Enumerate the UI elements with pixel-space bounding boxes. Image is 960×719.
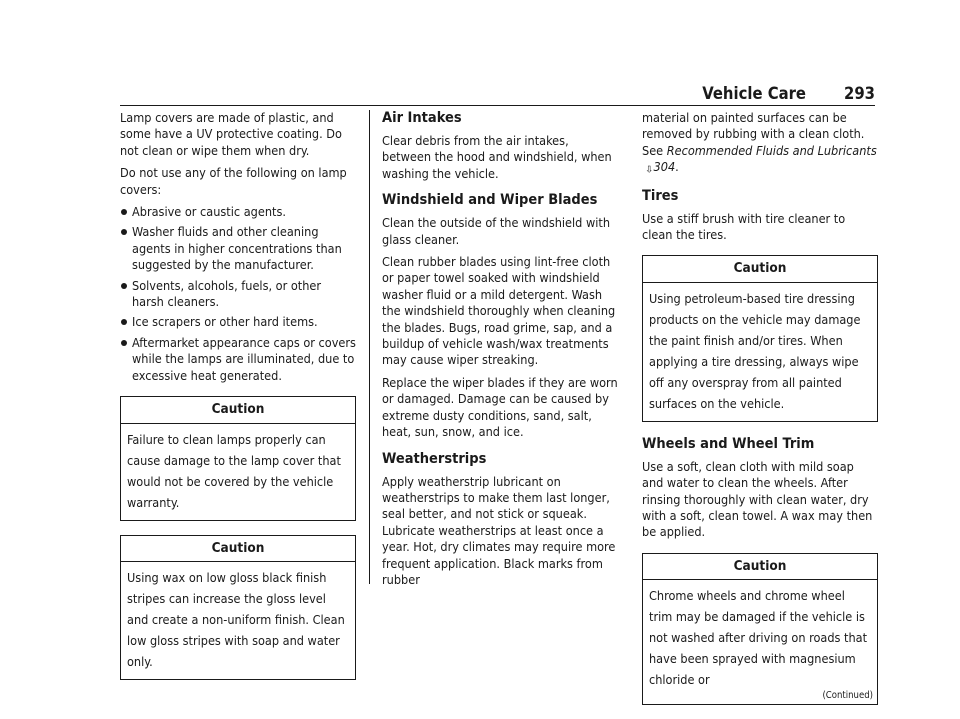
paragraph: Apply weatherstrip lubricant on weatherstrips to make them last longer, seal better, and not stick or squeak. Lubricate weatherstrips at least once a year. Hot, dry climates may require more frequent application. Black marks from rubber — [382, 473, 616, 587]
list-item: Solvents, alcohols, fuels, or other harsh cleaners. — [120, 278, 356, 311]
list-item: Ice scrapers or other hard items. — [120, 314, 356, 330]
caution-title: Caution — [121, 536, 355, 562]
caution-box — [120, 535, 356, 680]
bullet-list — [120, 204, 356, 384]
page-number: 293 — [844, 84, 875, 103]
caution-title: Caution — [121, 397, 355, 423]
column-divider — [369, 110, 370, 584]
header-rule — [120, 105, 875, 106]
caution-box — [642, 255, 878, 421]
caution-box — [120, 396, 356, 520]
caution-text: Using wax on low gloss black finish stripes can increase the gloss level and create a non-uniform finish. Clean low gloss stripes with soap and water only. — [127, 569, 345, 669]
list-item: Washer fluids and other cleaning agents in higher concentrations than suggested by the manufacturer. — [120, 224, 356, 273]
continued-note: (Continued) — [822, 690, 873, 702]
continued-text: material on painted surfaces can be removed by rubbing with a clean cloth. See — [642, 110, 865, 158]
column-middle — [382, 110, 618, 594]
section-heading: Weatherstrips — [382, 450, 487, 467]
paragraph: Clear debris from the air intakes, between the hood and windshield, when washing the vehicle. — [382, 133, 612, 181]
column-left — [120, 110, 356, 694]
page-header — [702, 84, 875, 103]
caution-box — [642, 553, 878, 705]
paragraph: Clean rubber blades using lint-free cloth or paper towel soaked with windshield washer fluid or a mild detergent. Wash the windshield thoroughly when cleaning the blades. Bugs, road grime, sap, and a buildup of vehicle wash/wax treatments may cause wiper streaking. — [382, 254, 616, 368]
cross-reference-page[interactable]: 304 — [653, 159, 676, 175]
sentence-end: . — [675, 159, 679, 175]
caution-title: Caution — [643, 554, 877, 580]
paragraph: Use a stiff brush with tire cleaner to clean the tires. — [642, 210, 846, 243]
paragraph: Do not use any of the following on lamp covers: — [120, 165, 347, 197]
caution-text: Chrome wheels and chrome wheel trim may be damaged if the vehicle is not washed after driving on roads that have been sprayed with magnesium chloride or — [649, 588, 868, 688]
list-item: Abrasive or caustic agents. — [120, 204, 356, 220]
page-reference-icon: ⇨ — [642, 165, 654, 174]
paragraph: Lamp covers are made of plastic, and some have a UV protective coating. Do not clean or wipe them when dry. — [120, 110, 342, 158]
section-title: Vehicle Care — [702, 84, 806, 103]
paragraph: Clean the outside of the windshield with glass cleaner. — [382, 215, 611, 247]
section-heading: Wheels and Wheel Trim — [642, 435, 815, 452]
column-right — [642, 110, 878, 719]
cross-reference-link[interactable]: Recommended Fluids and Lubricants — [666, 142, 877, 158]
section-heading: Tires — [642, 187, 679, 204]
caution-title: Caution — [643, 256, 877, 282]
paragraph: Replace the wiper blades if they are worn or damaged. Damage can be caused by extreme dusty conditions, sand, salt, heat, sun, snow, and ice. — [382, 374, 618, 440]
caution-text: Failure to clean lamps properly can cause damage to the lamp cover that would not be covered by the vehicle warranty. — [127, 431, 341, 510]
paragraph — [642, 110, 878, 178]
section-heading: Windshield and Wiper Blades — [382, 192, 598, 209]
list-item: Aftermarket appearance caps or covers while the lamps are illuminated, due to excessive heat generated. — [120, 335, 356, 384]
section-heading: Air Intakes — [382, 110, 462, 126]
paragraph: Use a soft, clean cloth with mild soap and water to clean the wheels. After rinsing thoroughly with clean water, dry with a soft, clean towel. A wax may then be applied. — [642, 458, 873, 540]
caution-text: Using petroleum-based tire dressing products on the vehicle may damage the paint finish and/or tires. When applying a tire dressing, always wipe off any overspray from all painted surfaces on the vehicle. — [649, 290, 861, 411]
